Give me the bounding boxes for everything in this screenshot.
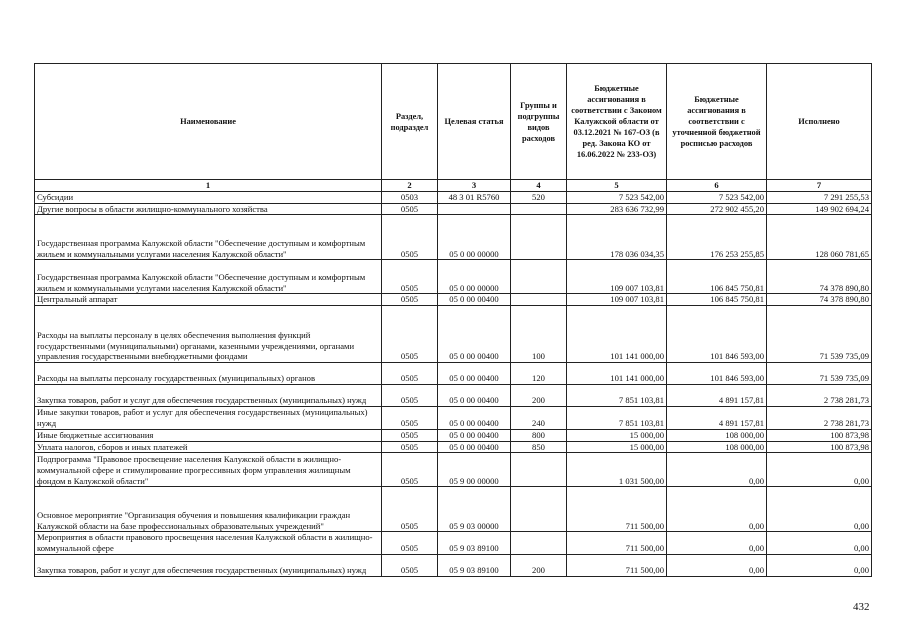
column-number: 2 [382,180,438,192]
row-group [511,215,567,260]
row-executed-amount: 149 902 694,24 [767,203,872,215]
row-target: 05 9 03 00000 [438,487,511,532]
header-executed: Исполнено [767,64,872,180]
row-section: 0505 [382,385,438,407]
column-number: 3 [438,180,511,192]
row-refined-amount: 176 253 255,85 [667,215,767,260]
row-law-amount: 101 141 000,00 [567,363,667,385]
row-executed-amount: 74 378 890,80 [767,260,872,294]
row-law-amount: 7 523 542,00 [567,191,667,203]
row-group [511,532,567,555]
table-row [35,532,872,555]
row-executed-amount: 2 738 281,73 [767,407,872,430]
row-section: 0503 [382,191,438,203]
row-name: Подпрограмма "Правовое просвещение населения Калужской области в жилищно-коммунальной сфере и стимулирование прогрессивных форм управления жилищным фондом в Калужской области" [35,453,382,487]
row-executed-amount: 2 738 281,73 [767,385,872,407]
row-group: 100 [511,306,567,363]
table-row [35,441,872,453]
row-target: 05 9 03 89100 [438,554,511,576]
row-law-amount: 7 851 103,81 [567,385,667,407]
budget-table [34,63,872,577]
row-refined-amount: 101 846 593,00 [667,363,767,385]
header-refined-allocations: Бюджетные ассигнования в соответствии с уточненной бюджетной росписью расходов [667,64,767,180]
column-number: 7 [767,180,872,192]
row-refined-amount: 108 000,00 [667,441,767,453]
table-row [35,191,872,203]
table-row [35,429,872,441]
row-executed-amount: 7 291 255,53 [767,191,872,203]
row-refined-amount: 272 902 455,20 [667,203,767,215]
row-group [511,260,567,294]
row-group [511,294,567,306]
row-name: Субсидии [35,191,382,203]
row-section: 0505 [382,294,438,306]
row-section: 0505 [382,441,438,453]
row-group [511,453,567,487]
row-group: 520 [511,191,567,203]
table-row [35,294,872,306]
row-executed-amount: 100 873,98 [767,441,872,453]
column-number: 4 [511,180,567,192]
row-target: 48 3 01 R5760 [438,191,511,203]
row-executed-amount: 0,00 [767,532,872,555]
row-executed-amount: 100 873,98 [767,429,872,441]
row-name: Иные бюджетные ассигнования [35,429,382,441]
row-group: 200 [511,385,567,407]
page-number: 432 [853,601,870,613]
row-target: 05 0 00 00000 [438,215,511,260]
row-section: 0505 [382,554,438,576]
row-target: 05 9 03 89100 [438,532,511,555]
row-section: 0505 [382,215,438,260]
table-header-row [35,64,872,180]
row-refined-amount: 106 845 750,81 [667,260,767,294]
table-row [35,487,872,532]
row-refined-amount: 0,00 [667,554,767,576]
row-group: 200 [511,554,567,576]
row-section: 0505 [382,487,438,532]
row-refined-amount: 108 000,00 [667,429,767,441]
table-body [35,191,872,576]
row-executed-amount: 0,00 [767,453,872,487]
row-name: Закупка товаров, работ и услуг для обеспечения государственных (муниципальных) нужд [35,385,382,407]
row-refined-amount: 4 891 157,81 [667,407,767,430]
row-target: 05 0 00 00400 [438,385,511,407]
row-refined-amount: 7 523 542,00 [667,191,767,203]
row-section: 0505 [382,363,438,385]
table-row [35,554,872,576]
row-refined-amount: 106 845 750,81 [667,294,767,306]
row-section: 0505 [382,260,438,294]
row-law-amount: 711 500,00 [567,554,667,576]
row-refined-amount: 0,00 [667,453,767,487]
row-executed-amount: 74 378 890,80 [767,294,872,306]
row-group [511,203,567,215]
row-group: 120 [511,363,567,385]
table-row [35,453,872,487]
table-row [35,306,872,363]
column-number: 5 [567,180,667,192]
table-row [35,203,872,215]
header-groups: Группы и подгруппы видов расходов [511,64,567,180]
row-name: Государственная программа Калужской области "Обеспечение доступным и комфортным жильем и коммунальными услугами населения Калужской области" [35,215,382,260]
row-name: Государственная программа Калужской области "Обеспечение доступным и комфортным жильем и коммунальными услугами населения Калужской области" [35,260,382,294]
row-refined-amount: 101 846 593,00 [667,306,767,363]
header-target: Целевая статья [438,64,511,180]
table-row [35,215,872,260]
row-name: Расходы на выплаты персоналу в целях обеспечения выполнения функций государственными (муниципальными) органами, казенными учреждениями, органами управления государственными внебюджетными фондами [35,306,382,363]
column-number: 1 [35,180,382,192]
header-section: Раздел, подраздел [382,64,438,180]
row-name: Уплата налогов, сборов и иных платежей [35,441,382,453]
row-target: 05 0 00 00400 [438,306,511,363]
row-target: 05 0 00 00000 [438,260,511,294]
row-law-amount: 178 036 034,35 [567,215,667,260]
row-section: 0505 [382,407,438,430]
row-law-amount: 101 141 000,00 [567,306,667,363]
row-name: Другие вопросы в области жилищно-коммунального хозяйства [35,203,382,215]
row-target: 05 0 00 00400 [438,407,511,430]
column-number: 6 [667,180,767,192]
row-law-amount: 283 636 732,99 [567,203,667,215]
header-law-allocations: Бюджетные ассигнования в соответствии с Законом Калужской области от 03.12.2021 № 167-ОЗ (в ред. Закона КО от 16.06.2022 № 233-ОЗ) [567,64,667,180]
row-law-amount: 109 007 103,81 [567,294,667,306]
row-section: 0505 [382,306,438,363]
row-name: Основное мероприятие "Организация обучения и повышения квалификации граждан Калужской области на базе профессиональных образовательных учреждений" [35,487,382,532]
row-target: 05 9 00 00000 [438,453,511,487]
row-refined-amount: 0,00 [667,487,767,532]
row-target: 05 0 00 00400 [438,294,511,306]
row-section: 0505 [382,453,438,487]
row-group: 240 [511,407,567,430]
row-target [438,203,511,215]
row-executed-amount: 71 539 735,09 [767,306,872,363]
row-group: 800 [511,429,567,441]
row-group: 850 [511,441,567,453]
header-name: Наименование [35,64,382,180]
row-name: Иные закупки товаров, работ и услуг для обеспечения государственных (муниципальных) нужд [35,407,382,430]
row-name: Закупка товаров, работ и услуг для обеспечения государственных (муниципальных) нужд [35,554,382,576]
row-target: 05 0 00 00400 [438,429,511,441]
row-law-amount: 15 000,00 [567,441,667,453]
row-name: Расходы на выплаты персоналу государственных (муниципальных) органов [35,363,382,385]
row-law-amount: 711 500,00 [567,532,667,555]
row-executed-amount: 128 060 781,65 [767,215,872,260]
row-group [511,487,567,532]
row-law-amount: 711 500,00 [567,487,667,532]
row-law-amount: 109 007 103,81 [567,260,667,294]
row-section: 0505 [382,532,438,555]
row-section: 0505 [382,429,438,441]
row-law-amount: 1 031 500,00 [567,453,667,487]
row-target: 05 0 00 00400 [438,363,511,385]
table-row [35,407,872,430]
table-row [35,260,872,294]
row-name: Центральный аппарат [35,294,382,306]
row-name: Мероприятия в области правового просвещения населения Калужской области в жилищно-коммунальной сфере [35,532,382,555]
row-law-amount: 15 000,00 [567,429,667,441]
row-executed-amount: 71 539 735,09 [767,363,872,385]
column-number-row [35,180,872,192]
table-row [35,363,872,385]
row-section: 0505 [382,203,438,215]
row-target: 05 0 00 00400 [438,441,511,453]
row-refined-amount: 4 891 157,81 [667,385,767,407]
row-executed-amount: 0,00 [767,554,872,576]
row-law-amount: 7 851 103,81 [567,407,667,430]
row-refined-amount: 0,00 [667,532,767,555]
table-row [35,385,872,407]
row-executed-amount: 0,00 [767,487,872,532]
